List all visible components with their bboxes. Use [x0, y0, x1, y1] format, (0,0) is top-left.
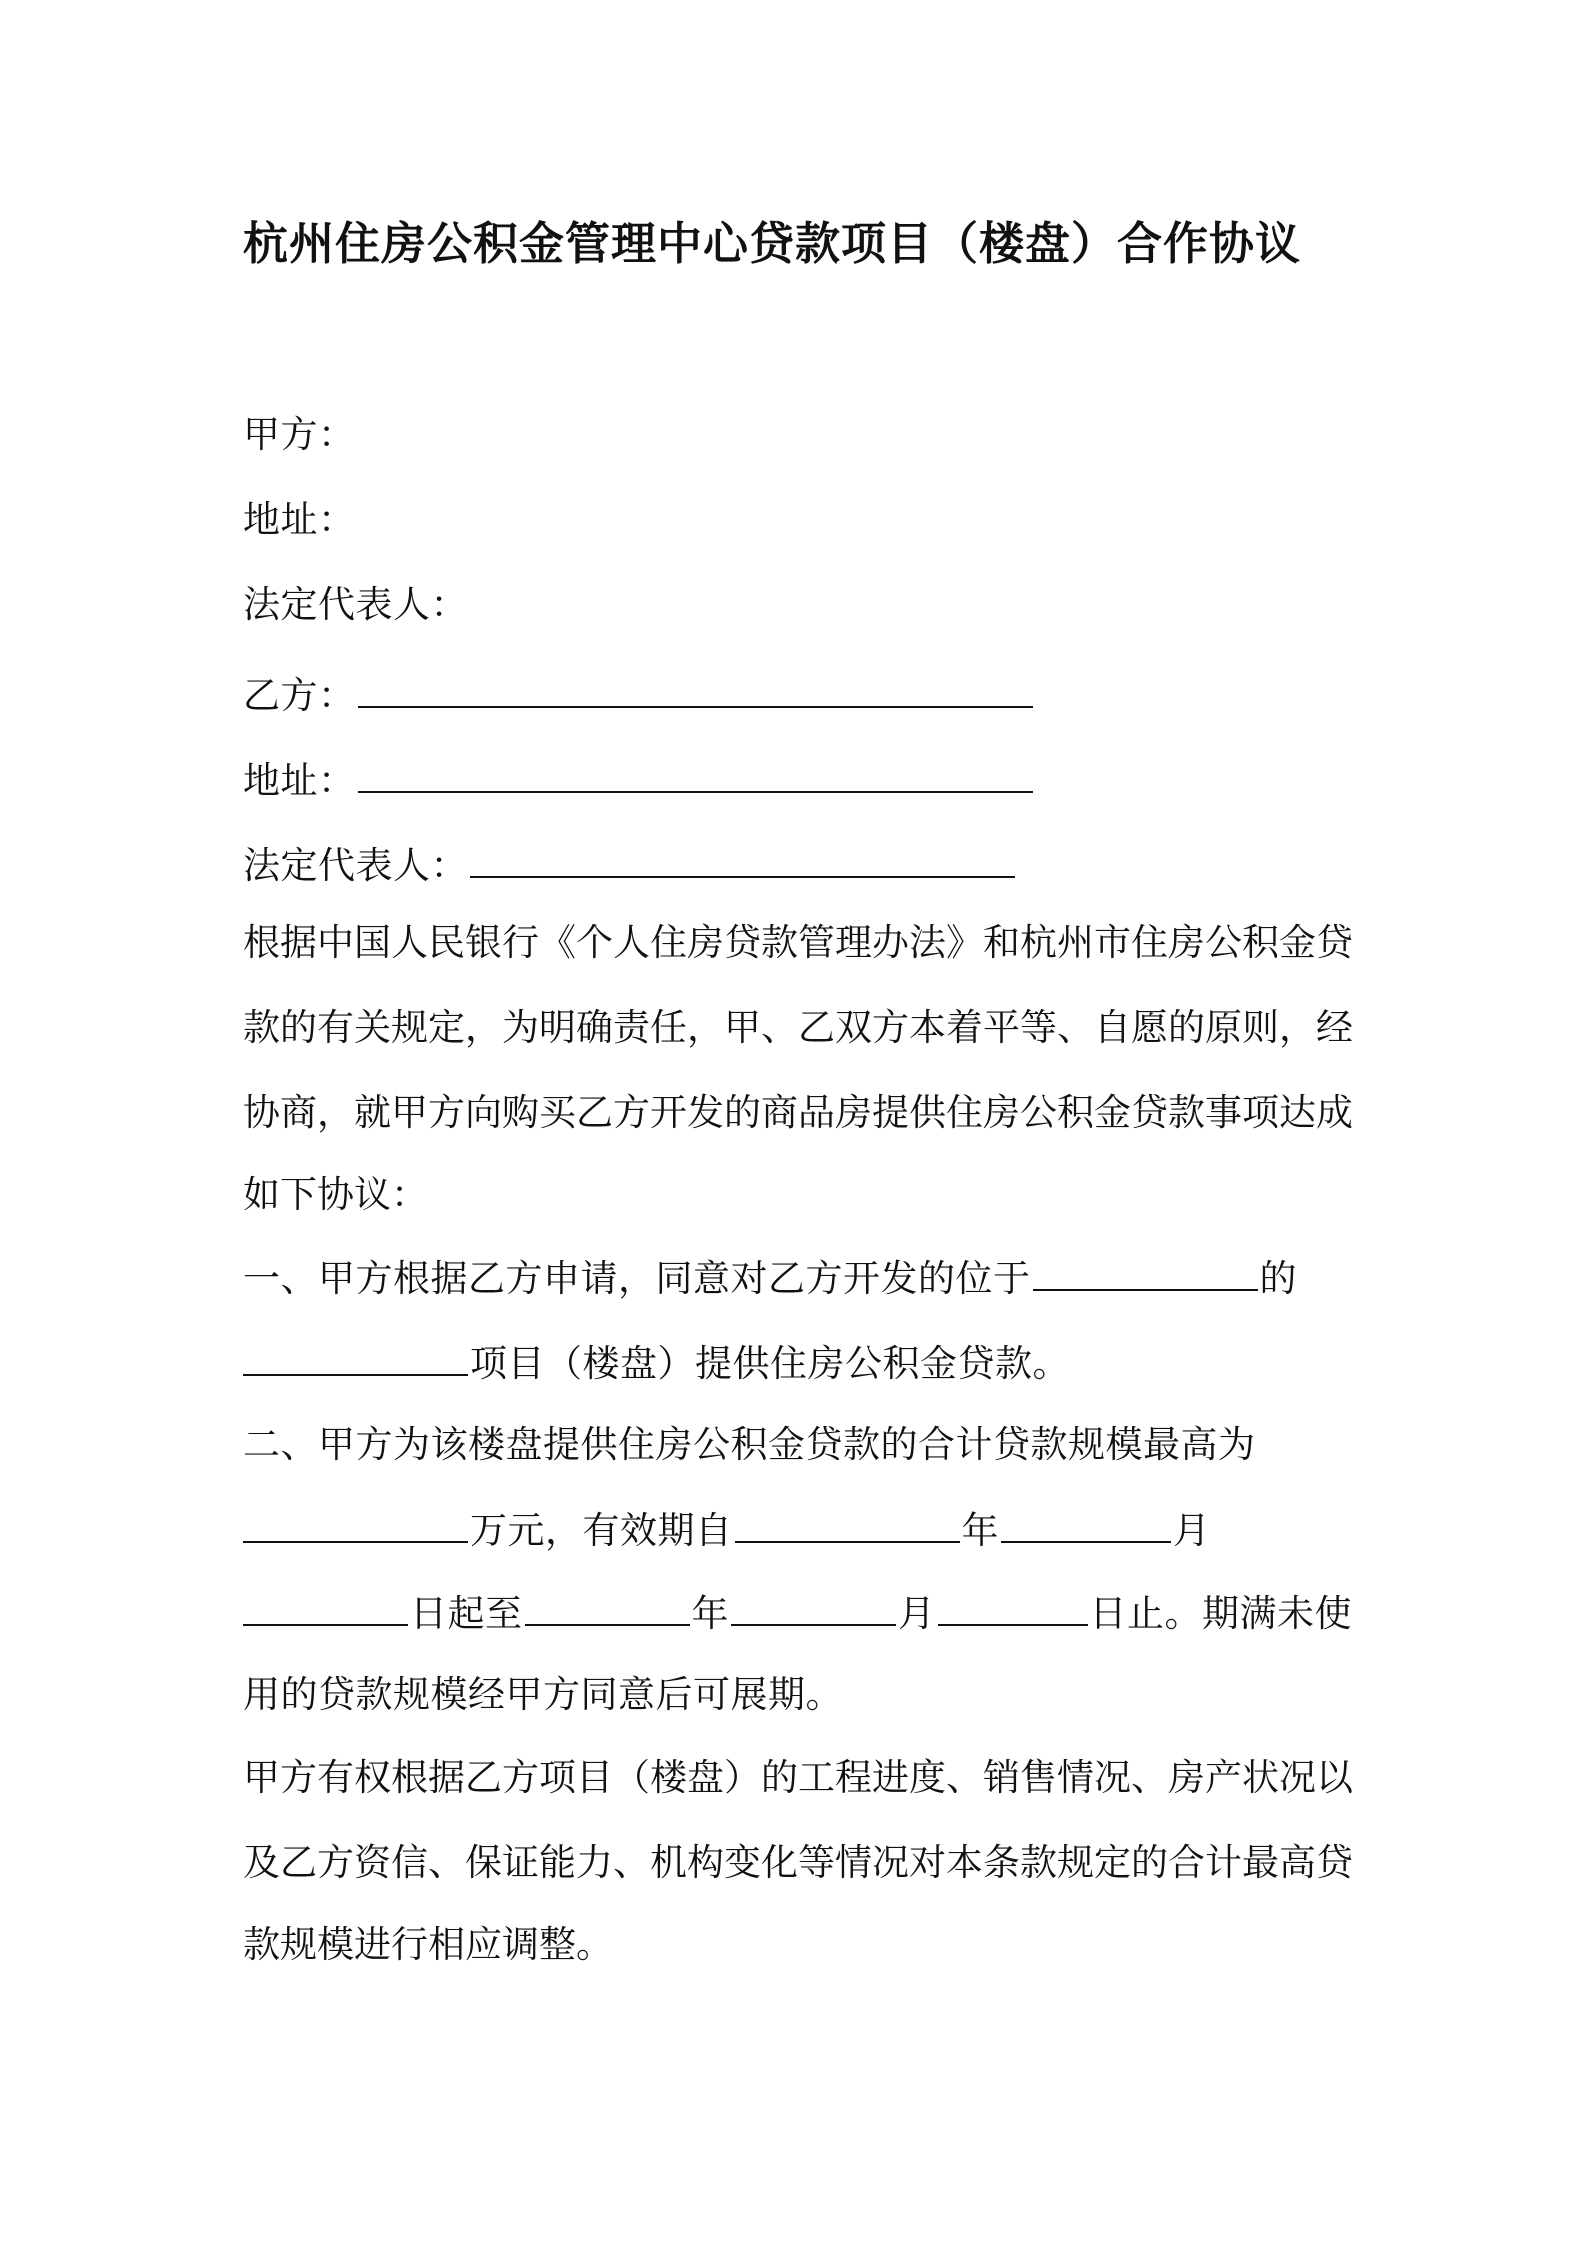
clause-2-month-2: 月 [898, 1592, 936, 1635]
clause-1-text-2: 的 [1259, 1257, 1297, 1300]
party-a-address-line [243, 495, 1363, 545]
party-b-address-label: 地址： [243, 759, 356, 802]
party-a-representative-label: 法定代表人： [243, 583, 468, 626]
start-day-blank[interactable] [243, 1588, 408, 1626]
start-month-blank[interactable] [1001, 1505, 1171, 1543]
loan-amount-blank[interactable] [243, 1505, 468, 1543]
clause-1-project-blank[interactable] [243, 1338, 468, 1376]
preamble-line-1: 根据中国人民银行《个人住房贷款管理办法》和杭州市住房公积金贷 [243, 921, 1353, 964]
clause-1-line-1 [243, 1253, 1363, 1304]
clause-2-day-from: 日起至 [410, 1592, 523, 1635]
start-year-blank[interactable] [735, 1505, 960, 1543]
party-a-line [243, 410, 1363, 460]
end-month-blank[interactable] [731, 1588, 896, 1626]
clause-2-line-2 [243, 1505, 1363, 1556]
clause-2-year-1: 年 [961, 1509, 999, 1552]
document-title: 杭州住房公积金管理中心贷款项目（楼盘）合作协议 [243, 217, 1302, 270]
party-b-address-blank[interactable] [358, 755, 1033, 793]
party-b-address-line [243, 755, 1363, 806]
clause-2-line-1: 二、甲方为该楼盘提供住房公积金贷款的合计贷款规模最高为 [243, 1423, 1256, 1466]
party-b-name-blank[interactable] [358, 670, 1033, 708]
end-year-blank[interactable] [525, 1588, 690, 1626]
clause-1-location-blank[interactable] [1033, 1253, 1258, 1291]
clause-1-text-1: 一、甲方根据乙方申请，同意对乙方开发的位于 [243, 1257, 1031, 1300]
clause-2-line-4: 用的贷款规模经甲方同意后可展期。 [243, 1673, 843, 1716]
preamble-line-3: 协商，就甲方向购买乙方开发的商品房提供住房公积金贷款事项达成 [243, 1091, 1353, 1134]
clause-2-adjust-line-3: 款规模进行相应调整。 [243, 1923, 613, 1966]
clause-2-unit-text: 万元，有效期自 [470, 1509, 733, 1552]
party-a-address-label: 地址： [243, 498, 356, 541]
party-b-representative-blank[interactable] [470, 840, 1015, 878]
party-b-label: 乙方： [243, 674, 356, 717]
party-b-representative-label: 法定代表人： [243, 844, 468, 887]
party-a-label: 甲方： [243, 413, 356, 456]
clause-2-adjust-line-1: 甲方有权根据乙方项目（楼盘）的工程进度、销售情况、房产状况以 [243, 1756, 1353, 1799]
clause-1-text-3: 项目（楼盘）提供住房公积金贷款。 [470, 1342, 1070, 1385]
clause-2-month-1: 月 [1173, 1509, 1211, 1552]
clause-2-year-2: 年 [691, 1592, 729, 1635]
preamble-line-2: 款的有关规定，为明确责任，甲、乙双方本着平等、自愿的原则，经 [243, 1006, 1353, 1049]
clause-2-day-end: 日止。期满未使 [1089, 1592, 1352, 1635]
clause-2-line-3 [243, 1588, 1363, 1639]
party-b-representative-line [243, 840, 1363, 891]
clause-1-line-2 [243, 1338, 1363, 1389]
preamble-line-4: 如下协议： [243, 1173, 428, 1216]
party-a-representative-line [243, 580, 1363, 630]
party-b-line [243, 670, 1363, 721]
end-day-blank[interactable] [938, 1588, 1088, 1626]
clause-2-adjust-line-2: 及乙方资信、保证能力、机构变化等情况对本条款规定的合计最高贷 [243, 1841, 1353, 1884]
